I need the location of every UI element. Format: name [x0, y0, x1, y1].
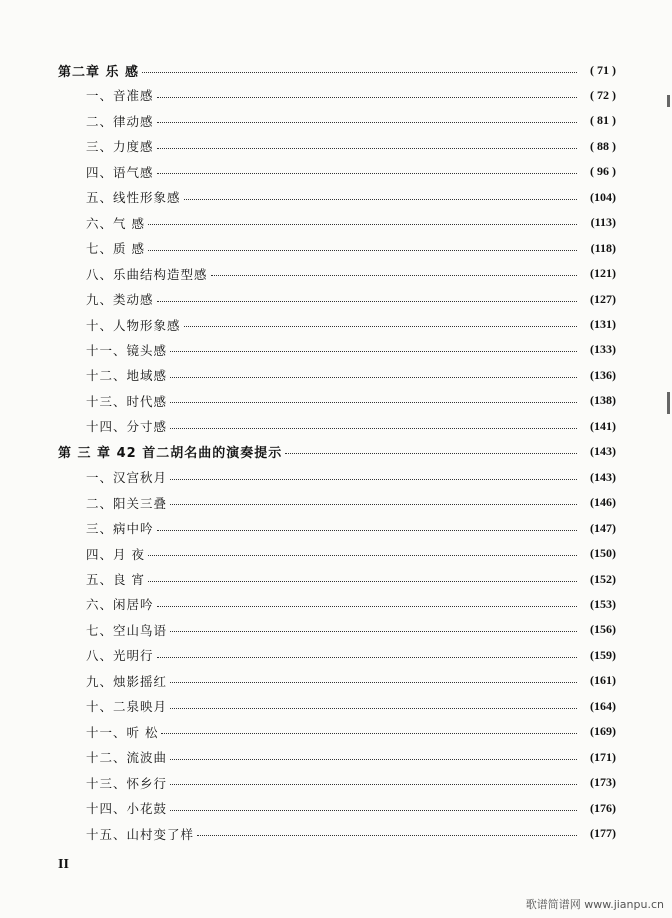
toc-section-entry	[86, 288, 616, 310]
dot-leader	[170, 377, 577, 378]
toc-section-entry	[86, 797, 616, 819]
dot-leader	[170, 708, 577, 709]
toc-section-entry	[86, 212, 616, 234]
dot-leader	[148, 250, 577, 251]
toc-entry-title: 二、阳关三叠	[86, 495, 168, 511]
toc-entry-page: (118)	[590, 240, 616, 255]
toc-entry-title: 三、力度感	[86, 139, 154, 155]
toc-entry-title: 五、线性形象感	[86, 190, 181, 206]
toc-entry-page: (121)	[590, 266, 616, 281]
toc-entry-title: 十一、听 松	[86, 724, 159, 740]
dot-leader	[170, 479, 577, 480]
scan-edge-mark	[667, 392, 670, 414]
dot-leader	[157, 122, 577, 123]
toc-section-entry	[86, 390, 616, 412]
dot-leader	[157, 97, 577, 98]
dot-leader	[157, 530, 577, 531]
toc-section-entry	[86, 237, 616, 259]
toc-entry-page: (150)	[590, 546, 616, 561]
toc-section-entry	[86, 492, 616, 514]
dot-leader	[148, 581, 577, 582]
scan-edge-mark	[667, 95, 670, 107]
toc-entry-title: 三、病中吟	[86, 521, 154, 537]
toc-entry-title: 第二章 乐 感	[58, 64, 140, 80]
toc-section-entry	[86, 721, 616, 743]
dot-leader	[170, 682, 577, 683]
toc-entry-title: 四、月 夜	[86, 546, 145, 562]
dot-leader	[197, 835, 577, 836]
toc-entry-page: ( 81 )	[590, 113, 616, 128]
toc-entry-page: ( 72 )	[590, 87, 616, 102]
toc-section-entry	[86, 746, 616, 768]
toc-entry-title: 十、人物形象感	[86, 317, 181, 333]
toc-entry-page: (159)	[590, 647, 616, 662]
dot-leader	[184, 199, 577, 200]
dot-leader	[170, 759, 577, 760]
toc-section-entry	[86, 644, 616, 666]
toc-entry-page: (147)	[590, 520, 616, 535]
toc-section-entry	[86, 772, 616, 794]
toc-entry-title: 十三、怀乡行	[86, 775, 168, 791]
toc-section-entry	[86, 364, 616, 386]
page-folio: II	[58, 857, 69, 872]
toc-section-entry	[86, 619, 616, 641]
site-watermark: 歌谱简谱网 www.jianpu.cn	[525, 898, 664, 911]
toc-chapter-entry	[58, 441, 616, 463]
toc-section-entry	[86, 186, 616, 208]
toc-section-entry	[86, 314, 616, 336]
toc-section-entry	[86, 161, 616, 183]
toc-entry-page: (127)	[590, 291, 616, 306]
toc-entry-title: 七、质 感	[86, 241, 145, 257]
toc-entry-title: 十一、镜头感	[86, 342, 168, 358]
toc-entry-title: 八、乐曲结构造型感	[86, 266, 208, 282]
dot-leader	[157, 657, 577, 658]
dot-leader	[157, 148, 577, 149]
toc-entry-title: 二、律动感	[86, 113, 154, 129]
toc-entry-page: (152)	[590, 571, 616, 586]
toc-entry-page: (161)	[590, 673, 616, 688]
toc-entry-page: (146)	[590, 495, 616, 510]
toc-section-entry	[86, 517, 616, 539]
toc-entry-page: (171)	[590, 749, 616, 764]
toc-section-entry	[86, 84, 616, 106]
toc-entry-page: (104)	[590, 189, 616, 204]
toc-entry-title: 十四、分寸感	[86, 419, 168, 435]
toc-entry-title: 五、良 宵	[86, 572, 145, 587]
toc-entry-page: (177)	[590, 826, 616, 840]
toc-entry-page: (141)	[590, 418, 616, 433]
dot-leader	[170, 402, 577, 403]
dot-leader	[170, 428, 577, 429]
toc-section-entry	[86, 568, 616, 590]
dot-leader	[285, 453, 577, 454]
toc-entry-page: (173)	[590, 775, 616, 790]
toc-entry-page: (164)	[590, 698, 616, 713]
toc-entry-title: 六、闲居吟	[86, 597, 154, 613]
toc-entry-title: 七、空山鸟语	[86, 622, 168, 638]
toc-entry-page: ( 71 )	[590, 62, 616, 77]
toc-entry-page: (143)	[590, 469, 616, 484]
toc-entry-page: ( 96 )	[590, 164, 616, 179]
dot-leader	[170, 784, 577, 785]
toc-section-entry	[86, 339, 616, 361]
dot-leader	[157, 301, 577, 302]
toc-entry-title: 九、类动感	[86, 292, 154, 308]
dot-leader	[170, 631, 577, 632]
toc-entry-page: (143)	[590, 444, 616, 459]
toc-section-entry	[86, 670, 616, 692]
toc-section-entry	[86, 135, 616, 157]
toc-entry-title: 十四、小花鼓	[86, 801, 168, 817]
toc-section-entry	[86, 823, 616, 845]
dot-leader	[157, 606, 577, 607]
toc-entry-page: (169)	[590, 724, 616, 739]
dot-leader	[157, 173, 577, 174]
toc-entry-title: 一、音准感	[86, 88, 154, 104]
toc-entry-page: (136)	[590, 367, 616, 382]
toc-entry-title: 十、二泉映月	[86, 699, 168, 715]
dot-leader	[142, 72, 577, 73]
dot-leader	[184, 326, 577, 327]
toc-entry-title: 八、光明行	[86, 648, 154, 664]
toc-section-entry	[86, 415, 616, 437]
dot-leader	[170, 810, 577, 811]
toc-entry-title: 第 三 章 42 首二胡名曲的演奏提示	[58, 446, 283, 462]
toc-section-entry	[86, 466, 616, 488]
dot-leader	[148, 555, 577, 556]
toc-entry-page: (133)	[590, 342, 616, 357]
dot-leader	[161, 733, 577, 734]
toc-entry-title: 六、气 感	[86, 215, 145, 231]
toc-entry-title: 九、烛影摇红	[86, 673, 168, 689]
toc-entry-page: (176)	[590, 800, 616, 815]
toc-entry-title: 十三、时代感	[86, 393, 168, 409]
toc-chapter-entry	[58, 59, 616, 81]
toc-section-entry	[86, 695, 616, 717]
dot-leader	[148, 224, 577, 225]
toc-entry-page: (138)	[590, 393, 616, 408]
toc-entry-title: 十五、山村变了样	[86, 826, 195, 842]
toc-entry-page: (113)	[590, 215, 616, 230]
toc-entry-title: 四、语气感	[86, 164, 154, 180]
toc-section-entry	[86, 110, 616, 132]
toc-entry-page: (131)	[590, 317, 616, 331]
toc-entry-title: 十二、流波曲	[86, 750, 168, 766]
toc-section-entry	[86, 263, 616, 285]
dot-leader	[170, 504, 577, 505]
toc-entry-title: 一、汉宫秋月	[86, 470, 168, 486]
toc-entry-page: (153)	[590, 596, 616, 611]
dot-leader	[170, 351, 577, 352]
toc-section-entry	[86, 543, 616, 565]
dot-leader	[211, 275, 577, 276]
toc-entry-page: (156)	[590, 622, 616, 637]
toc-section-entry	[86, 593, 616, 615]
toc-entry-title: 十二、地域感	[86, 368, 168, 384]
toc-entry-page: ( 88 )	[590, 138, 616, 153]
